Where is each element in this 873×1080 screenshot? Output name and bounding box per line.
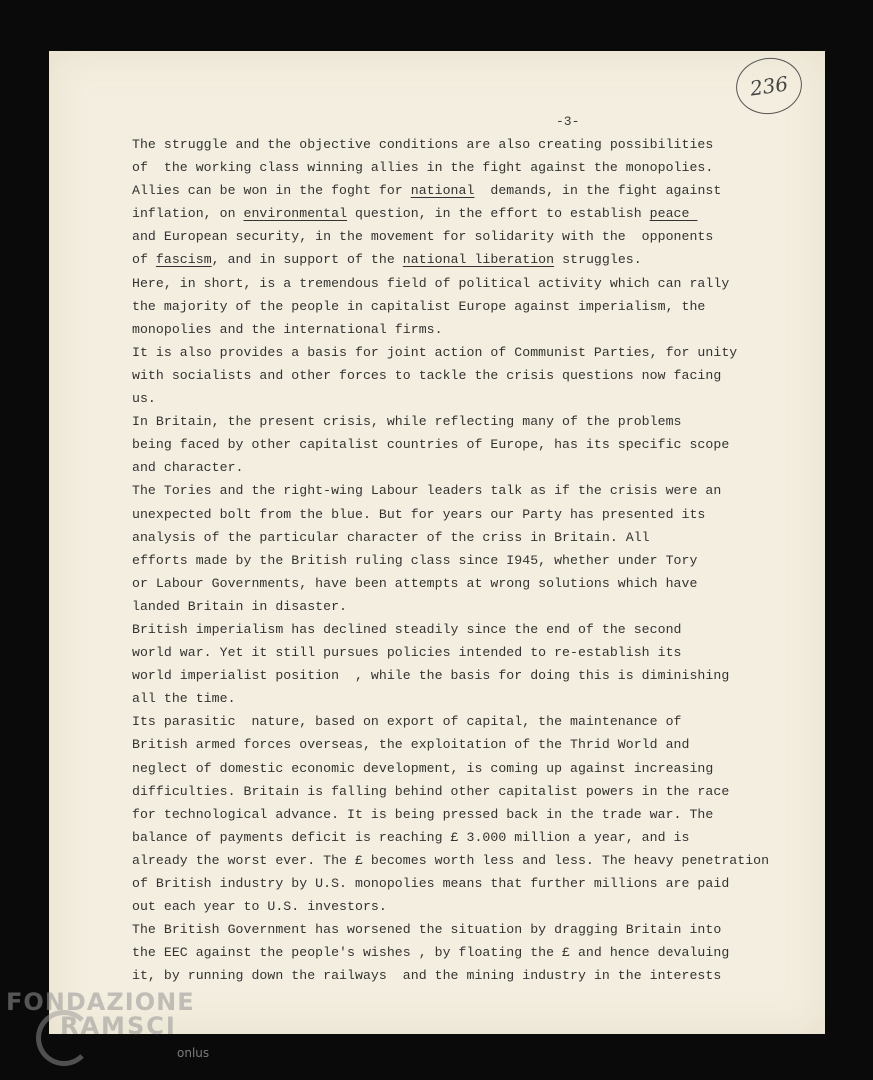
text-line bbox=[132, 364, 812, 387]
text-segment: The struggle and the objective conditions are also creating possibilities bbox=[132, 137, 714, 152]
text-line bbox=[132, 595, 812, 618]
text-segment: In Britain, the present crisis, while reflecting many of the problems bbox=[132, 414, 682, 430]
text-line bbox=[132, 710, 812, 733]
text-segment: , and in support of the bbox=[211, 252, 403, 268]
text-line bbox=[132, 918, 812, 941]
text-segment: world imperialist position , while the basis for doing this is diminishing bbox=[132, 668, 730, 684]
text-line bbox=[132, 456, 812, 479]
text-line bbox=[132, 964, 812, 987]
text-segment: neglect of domestic economic development, is coming up against increasing bbox=[132, 760, 714, 776]
text-line bbox=[132, 179, 812, 202]
text-segment: it, by running down the railways and the mining industry in the interests bbox=[132, 968, 722, 984]
watermark-line-2: RAMSCI bbox=[60, 1012, 177, 1040]
text-segment: world war. Yet it still pursues policies intended to re-establish its bbox=[132, 645, 682, 661]
text-segment: of British industry by U.S. monopolies means that further millions are paid bbox=[132, 876, 730, 891]
text-segment: inflation, on bbox=[132, 206, 244, 222]
text-segment: analysis of the particular character of the criss in Britain. All bbox=[132, 529, 650, 545]
text-line bbox=[132, 318, 812, 341]
text-segment: for technological advance. It is being pressed back in the trade war. The bbox=[132, 806, 714, 822]
text-segment: and character. bbox=[132, 460, 244, 476]
text-line bbox=[132, 526, 812, 549]
text-segment: question, in the effort to establish bbox=[347, 206, 650, 222]
text-segment: or Labour Governments, have been attempts at wrong solutions which have bbox=[132, 575, 698, 591]
text-segment: efforts made by the British ruling class since I945, whether under Tory bbox=[132, 552, 698, 568]
text-segment: British armed forces overseas, the exploitation of the Thrid World and bbox=[132, 737, 690, 753]
text-line bbox=[132, 895, 812, 918]
text-line bbox=[132, 433, 812, 456]
text-line bbox=[132, 133, 812, 156]
text-segment: unexpected bolt from the blue. But for years our Party has presented its bbox=[132, 506, 706, 522]
fondazione-gramsci-watermark bbox=[6, 988, 210, 1060]
text-line bbox=[132, 618, 812, 641]
text-segment: The British Government has worsened the situation by dragging Britain into bbox=[132, 922, 722, 938]
text-line bbox=[132, 826, 812, 849]
text-segment: It is also provides a basis for joint action of Communist Parties, for unity bbox=[132, 344, 738, 360]
text-segment: British imperialism has declined steadily since the end of the second bbox=[132, 621, 682, 637]
text-segment: all the time. bbox=[132, 691, 236, 707]
text-segment: Its parasitic nature, based on export of capital, the maintenance of bbox=[132, 714, 682, 730]
watermark-line-1: FONDAZIONE bbox=[6, 988, 195, 1016]
text-segment: already the worst ever. The £ becomes worth less and less. The heavy penetration bbox=[132, 852, 770, 868]
text-segment: struggles. bbox=[554, 252, 642, 268]
text-line bbox=[132, 410, 812, 433]
text-line bbox=[132, 248, 812, 271]
text-line bbox=[132, 641, 812, 664]
text-segment: Allies can be won in the foght for bbox=[132, 183, 411, 199]
text-line bbox=[132, 295, 812, 318]
watermark-line-3: onlus bbox=[177, 1046, 210, 1060]
text-segment: being faced by other capitalist countries of Europe, has its specific scope bbox=[132, 437, 730, 453]
text-segment: demands, in the fight against bbox=[474, 183, 722, 199]
page-number: -3- bbox=[556, 114, 580, 129]
text-segment: of the working class winning allies in the fight against the monopolies. bbox=[132, 160, 714, 176]
text-segment: the majority of the people in capitalist Europe against imperialism, the bbox=[132, 298, 706, 314]
text-segment: landed Britain in disaster. bbox=[132, 598, 348, 614]
underlined-text: national liberation bbox=[402, 252, 555, 268]
text-line bbox=[132, 872, 812, 895]
text-segment: The Tories and the right-wing Labour leaders talk as if the crisis were an bbox=[132, 483, 722, 499]
text-segment: monopolies and the international firms. bbox=[132, 321, 443, 337]
text-line bbox=[132, 941, 812, 964]
gramsci-logo-icon bbox=[36, 1010, 92, 1066]
handwritten-page-annotation: 236 bbox=[732, 54, 805, 119]
text-line bbox=[132, 572, 812, 595]
text-line bbox=[132, 549, 812, 572]
text-segment: out each year to U.S. investors. bbox=[132, 899, 387, 915]
text-line bbox=[132, 272, 812, 295]
text-line bbox=[132, 479, 812, 502]
text-line bbox=[132, 849, 812, 872]
underlined-text: peace bbox=[649, 206, 698, 222]
text-line bbox=[132, 757, 812, 780]
text-line bbox=[132, 387, 812, 410]
text-line bbox=[132, 503, 812, 526]
text-line bbox=[132, 664, 812, 687]
text-segment: Here, in short, is a tremendous field of political activity which can rally bbox=[132, 275, 730, 291]
text-segment: balance of payments deficit is reaching £ 3.000 million a year, and is bbox=[132, 829, 690, 845]
underlined-text: fascism bbox=[155, 252, 212, 268]
text-segment: the EEC against the people's wishes , by floating the £ and hence devaluing bbox=[132, 945, 730, 961]
text-line bbox=[132, 687, 812, 710]
text-segment: difficulties. Britain is falling behind other capitalist powers in the race bbox=[132, 783, 730, 799]
text-segment: of bbox=[132, 252, 156, 268]
text-segment: with socialists and other forces to tackle the crisis questions now facing bbox=[132, 367, 722, 383]
typed-letter-body bbox=[132, 133, 812, 987]
text-line bbox=[132, 733, 812, 756]
text-segment: and European security, in the movement for solidarity with the opponents bbox=[132, 229, 714, 245]
text-line bbox=[132, 156, 812, 179]
text-line bbox=[132, 341, 812, 364]
underlined-text: environmental bbox=[243, 206, 348, 222]
text-line bbox=[132, 202, 812, 225]
text-segment: us. bbox=[132, 391, 156, 407]
underlined-text: national bbox=[410, 183, 475, 199]
text-line bbox=[132, 803, 812, 826]
text-line bbox=[132, 225, 812, 248]
text-line bbox=[132, 780, 812, 803]
